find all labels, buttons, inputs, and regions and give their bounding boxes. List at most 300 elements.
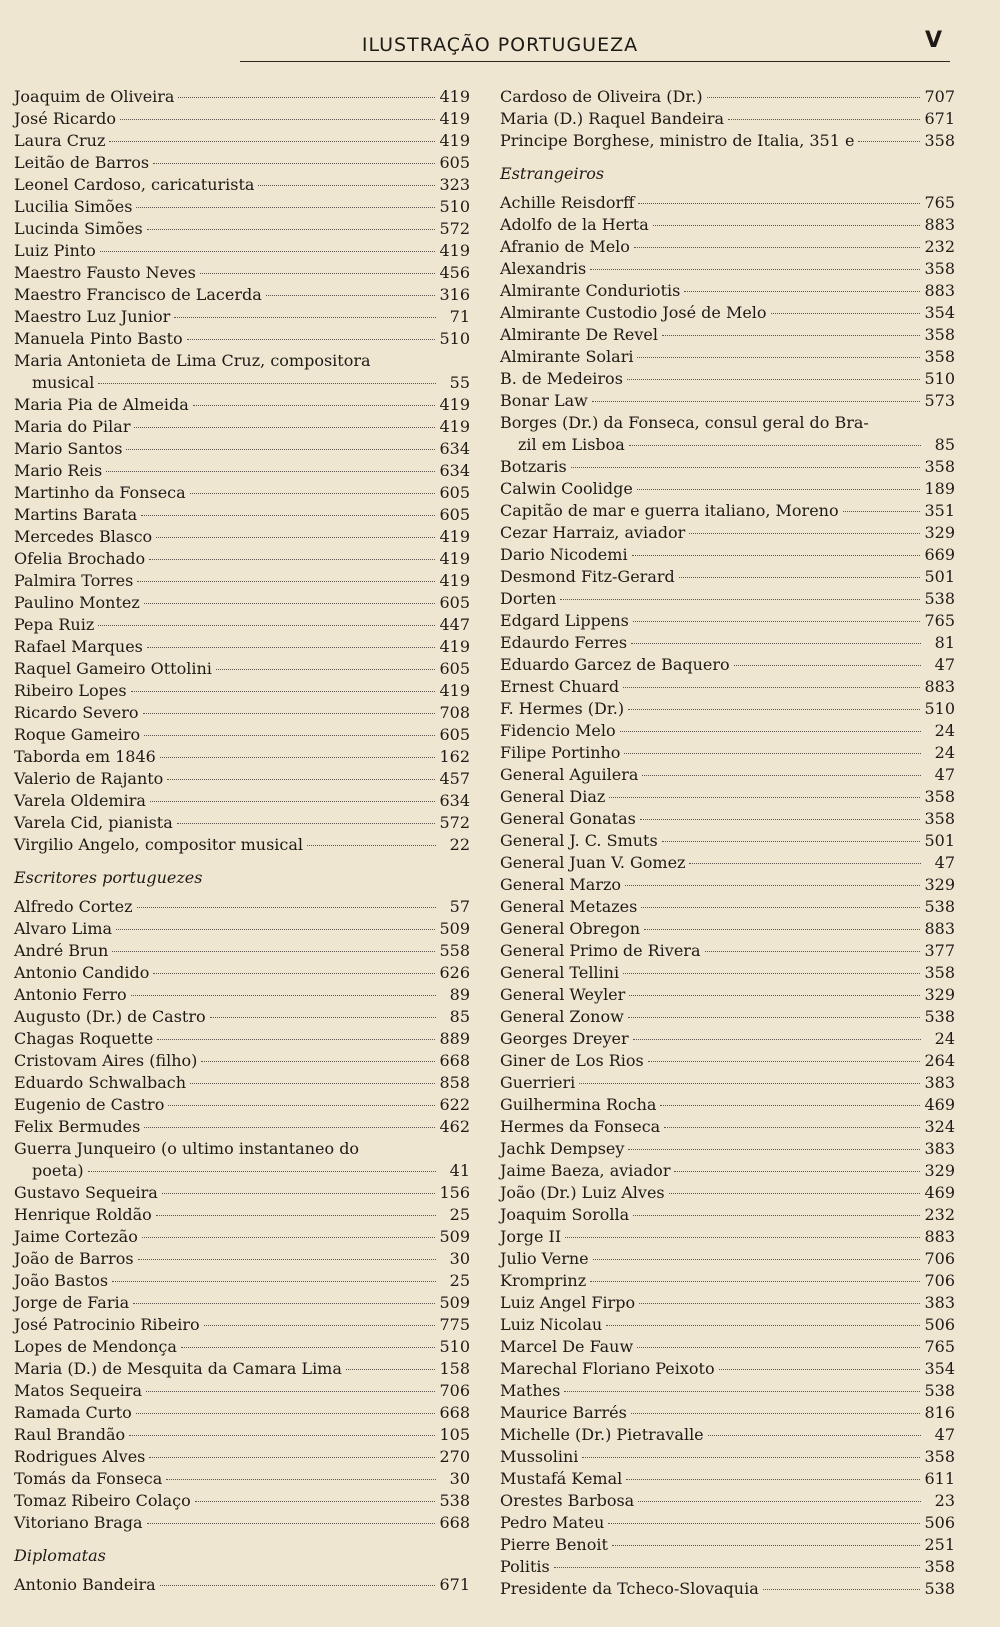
- index-entry: [500, 1160, 955, 1182]
- index-entry: [14, 1380, 470, 1402]
- entry-page: 329: [924, 523, 955, 542]
- entry-page: 354: [924, 1359, 955, 1378]
- dot-leader: [628, 709, 920, 710]
- index-entry: [14, 108, 470, 130]
- index-entry: [500, 130, 955, 152]
- dot-leader: [728, 119, 920, 120]
- dot-leader: [190, 1083, 435, 1084]
- index-entry: [14, 262, 470, 284]
- entry-page: 55: [449, 373, 470, 392]
- index-entry: [14, 768, 470, 790]
- index-entry: [14, 812, 470, 834]
- entry-name: Mercedes Blasco: [14, 527, 153, 546]
- index-entry: [500, 984, 955, 1006]
- page-header: [0, 28, 1000, 68]
- entry-page: 510: [439, 1337, 470, 1356]
- entry-name: Paulino Montez: [14, 593, 140, 612]
- index-entry: [14, 1226, 470, 1248]
- index-entry: [500, 1336, 955, 1358]
- entry-name: Lucilia Simões: [14, 197, 133, 216]
- index-list: [500, 456, 955, 1600]
- entry-name: Alexandris: [500, 259, 587, 278]
- entry-name: B. de Medeiros: [500, 369, 623, 388]
- entry-name: Almirante Conduriotis: [500, 281, 681, 300]
- dot-leader: [624, 753, 921, 754]
- entry-page: 358: [924, 1557, 955, 1576]
- dot-leader: [592, 401, 921, 402]
- entry-name: Mario Reis: [14, 461, 103, 480]
- index-entry: [500, 1578, 955, 1600]
- index-entry: [500, 1402, 955, 1424]
- index-entry: [14, 152, 470, 174]
- dot-leader: [638, 203, 920, 204]
- index-entry: [500, 1028, 955, 1050]
- entry-page: 251: [924, 1535, 955, 1554]
- index-entry: [500, 874, 955, 896]
- index-entry: [500, 214, 955, 236]
- entry-name: André Brun: [14, 941, 109, 960]
- entry-name: General Primo de Rivera: [500, 941, 701, 960]
- entry-name: Maria Pia de Almeida: [14, 395, 189, 414]
- dot-leader: [843, 511, 921, 512]
- index-entry: [500, 742, 955, 764]
- dot-leader: [177, 823, 436, 824]
- entry-name: Botzaris: [500, 457, 567, 476]
- index-entry: [14, 724, 470, 746]
- entry-page: 668: [439, 1051, 470, 1070]
- index-entry: [500, 86, 955, 108]
- entry-page: 47: [934, 1425, 955, 1444]
- dot-leader: [590, 269, 920, 270]
- entry-page: 419: [439, 637, 470, 656]
- index-entry: [14, 1490, 470, 1512]
- entry-name: Politis: [500, 1557, 550, 1576]
- index-entry: [14, 1248, 470, 1270]
- index-entry: [14, 746, 470, 768]
- dot-leader: [629, 995, 920, 996]
- entry-page: 232: [924, 1205, 955, 1224]
- entry-name: Felix Bermudes: [14, 1117, 141, 1136]
- entry-page: 329: [924, 1161, 955, 1180]
- entry-name: Varela Cid, pianista: [14, 813, 173, 832]
- index-entry: [14, 658, 470, 680]
- dot-leader: [612, 1545, 921, 1546]
- entry-name: General Obregon: [500, 919, 641, 938]
- entry-page: 383: [924, 1293, 955, 1312]
- entry-page: 605: [439, 483, 470, 502]
- entry-name: General Gonatas: [500, 809, 636, 828]
- index-entry: [500, 522, 955, 544]
- dot-leader: [633, 1215, 920, 1216]
- entry-name: Ribeiro Lopes: [14, 681, 127, 700]
- entry-page: 419: [439, 527, 470, 546]
- index-entry: [14, 570, 470, 592]
- dot-leader: [763, 1589, 921, 1590]
- entry-page: 419: [439, 549, 470, 568]
- index-entry: [500, 236, 955, 258]
- dot-leader: [590, 1281, 920, 1282]
- entry-name: Principe Borghese, ministro de Italia, 351 e: [500, 131, 855, 150]
- page-title: ILUSTRAÇÃO PORTUGUEZA: [361, 34, 639, 56]
- entry-page: 419: [439, 109, 470, 128]
- dot-leader: [593, 1259, 921, 1260]
- index-list: [14, 1182, 470, 1534]
- dot-leader: [144, 603, 436, 604]
- index-entry: [500, 456, 955, 478]
- dot-leader: [637, 357, 920, 358]
- dot-leader: [662, 841, 921, 842]
- dot-leader: [679, 577, 921, 578]
- entry-page: 158: [439, 1359, 470, 1378]
- dot-leader: [620, 731, 921, 732]
- dot-leader: [633, 621, 921, 622]
- index-entry: [14, 896, 470, 918]
- entry-name: Filipe Portinho: [500, 743, 621, 762]
- entry-name: Joaquim Sorolla: [500, 1205, 630, 1224]
- entry-page: 316: [439, 285, 470, 304]
- entry-name: Michelle (Dr.) Pietravalle: [500, 1425, 704, 1444]
- index-entry: [14, 592, 470, 614]
- entry-page: 24: [934, 721, 955, 740]
- entry-page: 25: [449, 1271, 470, 1290]
- index-entry: [14, 636, 470, 658]
- dot-leader: [660, 1105, 920, 1106]
- dot-leader: [669, 1193, 921, 1194]
- entry-page: 501: [924, 567, 955, 586]
- entry-name: F. Hermes (Dr.): [500, 699, 625, 718]
- entry-name: Luiz Nicolau: [500, 1315, 603, 1334]
- index-list: [14, 1574, 470, 1596]
- entry-page: 324: [924, 1117, 955, 1136]
- dot-leader: [142, 1237, 436, 1238]
- entry-page: 419: [439, 131, 470, 150]
- entry-name: Borges (Dr.) da Fonseca, consul geral do Bra-: [500, 413, 869, 432]
- entry-name: Cezar Harraiz, aviador: [500, 523, 686, 542]
- dot-leader: [134, 427, 435, 428]
- dot-leader: [639, 1303, 920, 1304]
- entry-name: Maestro Francisco de Lacerda: [14, 285, 262, 304]
- dot-leader: [606, 1325, 920, 1326]
- index-entry: [14, 394, 470, 416]
- index-entry: [14, 460, 470, 482]
- index-entry: [500, 1380, 955, 1402]
- entry-page: 23: [934, 1491, 955, 1510]
- entry-name: Marechal Floriano Peixoto: [500, 1359, 715, 1378]
- index-entry: [500, 390, 955, 412]
- entry-name: Bonar Law: [500, 391, 588, 410]
- dot-leader: [160, 1585, 436, 1586]
- entry-name: Cardoso de Oliveira (Dr.): [500, 87, 703, 106]
- entry-page: 456: [439, 263, 470, 282]
- entry-name: General Marzo: [500, 875, 622, 894]
- index-entry: [14, 240, 470, 262]
- entry-name: Capitão de mar e guerra italiano, Moreno: [500, 501, 839, 520]
- entry-page: 457: [439, 769, 470, 788]
- entry-page: 57: [449, 897, 470, 916]
- dot-leader: [181, 1347, 436, 1348]
- entry-page: 573: [924, 391, 955, 410]
- index-entry: [14, 1402, 470, 1424]
- entry-name: Alvaro Lima: [14, 919, 113, 938]
- entry-name: Hermes da Fonseca: [500, 1117, 661, 1136]
- dot-leader: [146, 1391, 435, 1392]
- index-entry: [500, 1006, 955, 1028]
- dot-leader: [719, 1369, 921, 1370]
- index-entry: [500, 1534, 955, 1556]
- entry-page: 622: [439, 1095, 470, 1114]
- dot-leader: [554, 1567, 921, 1568]
- index-entry: [14, 482, 470, 504]
- dot-leader: [684, 291, 920, 292]
- entry-name: Laura Cruz: [14, 131, 106, 150]
- entry-name: Jachk Dempsey: [500, 1139, 625, 1158]
- entry-page: 47: [934, 765, 955, 784]
- dot-leader: [137, 581, 435, 582]
- dot-leader: [689, 533, 920, 534]
- dot-leader: [147, 1523, 436, 1524]
- entry-name: Pierre Benoit: [500, 1535, 608, 1554]
- entry-name: Joaquim de Oliveira: [14, 87, 175, 106]
- index-entry: [500, 1050, 955, 1072]
- index-entry: [500, 1116, 955, 1138]
- index-entry: [500, 786, 955, 808]
- entry-name-continued: zil em Lisboa: [518, 435, 625, 454]
- index-entry: [14, 218, 470, 240]
- dot-leader: [628, 1149, 920, 1150]
- index-entry: [14, 438, 470, 460]
- index-entry: [14, 504, 470, 526]
- index-entry: [14, 834, 470, 856]
- entry-name-continued: poeta): [32, 1161, 84, 1180]
- entry-page: 605: [439, 659, 470, 678]
- entry-page: 25: [449, 1205, 470, 1224]
- entry-name: Guerra Junqueiro (o ultimo instantaneo do: [14, 1139, 360, 1158]
- dot-leader: [608, 1523, 920, 1524]
- entry-name: Jaime Baeza, aviador: [500, 1161, 671, 1180]
- index-entry: [500, 610, 955, 632]
- entry-page: 668: [439, 1403, 470, 1422]
- entry-name: Calwin Coolidge: [500, 479, 633, 498]
- entry-page: 706: [924, 1271, 955, 1290]
- entry-name: Roque Gameiro: [14, 725, 141, 744]
- index-entry: [500, 280, 955, 302]
- index-entry: [500, 1556, 955, 1578]
- index-entry: [500, 544, 955, 566]
- entry-name: Antonio Bandeira: [14, 1575, 156, 1594]
- index-entry: [500, 1446, 955, 1468]
- entry-name: General Diaz: [500, 787, 606, 806]
- entry-page: 419: [439, 241, 470, 260]
- index-entry: [14, 702, 470, 724]
- entry-name: Maria do Pilar: [14, 417, 131, 436]
- dot-leader: [642, 775, 921, 776]
- entry-page: 24: [934, 743, 955, 762]
- index-entry: [14, 1358, 470, 1380]
- index-entry: [500, 720, 955, 742]
- index-entry: [500, 1248, 955, 1270]
- index-entry: [14, 1468, 470, 1490]
- entry-page: 538: [924, 589, 955, 608]
- dot-leader: [174, 317, 436, 318]
- entry-name: Martinho da Fonseca: [14, 483, 186, 502]
- index-entry: [500, 962, 955, 984]
- dot-leader: [707, 97, 921, 98]
- index-entry: [500, 1512, 955, 1534]
- entry-name: Orestes Barbosa: [500, 1491, 635, 1510]
- index-entry: [14, 962, 470, 984]
- entry-page: 883: [924, 1227, 955, 1246]
- index-entry: [500, 1138, 955, 1160]
- entry-page: 775: [439, 1315, 470, 1334]
- dot-leader: [629, 445, 921, 446]
- entry-page: 329: [924, 875, 955, 894]
- index-entry: [500, 632, 955, 654]
- dot-leader: [126, 449, 435, 450]
- entry-page: 765: [924, 193, 955, 212]
- entry-name: Guilhermina Rocha: [500, 1095, 657, 1114]
- entry-name: Edgard Lippens: [500, 611, 629, 630]
- entry-page: 509: [439, 1293, 470, 1312]
- entry-name: Ricardo Severo: [14, 703, 139, 722]
- entry-page: 351: [924, 501, 955, 520]
- entry-page: 765: [924, 1337, 955, 1356]
- entry-name: Dorten: [500, 589, 557, 608]
- entry-page: 329: [924, 985, 955, 1004]
- entry-name: Almirante Solari: [500, 347, 634, 366]
- dot-leader: [689, 863, 921, 864]
- entry-page: 162: [439, 747, 470, 766]
- entry-page: 605: [439, 153, 470, 172]
- entry-name: José Ricardo: [14, 109, 116, 128]
- entry-name: Marcel De Fauw: [500, 1337, 634, 1356]
- dot-leader: [195, 1501, 436, 1502]
- entry-name: Pedro Mateu: [500, 1513, 605, 1532]
- index-list: [500, 86, 955, 152]
- entry-page: 883: [924, 677, 955, 696]
- index-entry: [500, 676, 955, 698]
- index-entry: [500, 1094, 955, 1116]
- index-entry: [500, 940, 955, 962]
- dot-leader: [258, 185, 435, 186]
- entry-name: Varela Oldemira: [14, 791, 146, 810]
- entry-name: Raul Brandão: [14, 1425, 126, 1444]
- entry-name: General Weyler: [500, 985, 626, 1004]
- index-entry: [500, 698, 955, 720]
- index-entry: [14, 940, 470, 962]
- entry-page: 509: [439, 919, 470, 938]
- entry-name: Rodrigues Alves: [14, 1447, 146, 1466]
- entry-name: Taborda em 1846: [14, 747, 156, 766]
- header-divider: [240, 61, 950, 62]
- index-list: [14, 86, 470, 350]
- entry-name: José Patrocinio Ribeiro: [14, 1315, 200, 1334]
- index-entry: [500, 1182, 955, 1204]
- entry-page: 41: [449, 1161, 470, 1180]
- dot-leader: [88, 1171, 436, 1172]
- index-entry: [14, 416, 470, 438]
- dot-leader: [662, 335, 920, 336]
- entry-page: 447: [439, 615, 470, 634]
- entry-name: Tomaz Ribeiro Colaço: [14, 1491, 191, 1510]
- index-entry: [500, 1424, 955, 1446]
- dot-leader: [147, 229, 436, 230]
- index-entry: [500, 808, 955, 830]
- entry-page: 816: [924, 1403, 955, 1422]
- entry-page: 47: [934, 853, 955, 872]
- entry-page: 671: [924, 109, 955, 128]
- dot-leader: [168, 1105, 435, 1106]
- entry-page: 611: [924, 1469, 955, 1488]
- entry-page: 509: [439, 1227, 470, 1246]
- entry-page: 626: [439, 963, 470, 982]
- entry-name: General Metazes: [500, 897, 638, 916]
- entry-page: 89: [449, 985, 470, 1004]
- index-entry: [14, 680, 470, 702]
- dot-leader: [771, 313, 921, 314]
- entry-page: 358: [924, 787, 955, 806]
- entry-name: Maria Antonieta de Lima Cruz, compositora: [14, 351, 371, 370]
- entry-name: Maria (D.) de Mesquita da Camara Lima: [14, 1359, 342, 1378]
- dot-leader: [644, 929, 920, 930]
- dot-leader: [674, 1171, 920, 1172]
- index-entry: [500, 1270, 955, 1292]
- index-entry: [500, 478, 955, 500]
- entry-page: 538: [439, 1491, 470, 1510]
- entry-name: General Tellini: [500, 963, 620, 982]
- dot-leader: [632, 555, 921, 556]
- entry-page: 538: [924, 897, 955, 916]
- entry-page: 354: [924, 303, 955, 322]
- index-entry: [500, 852, 955, 874]
- index-entry: [14, 1204, 470, 1226]
- entry-name: Tomás da Fonseca: [14, 1469, 163, 1488]
- index-entry: [14, 1050, 470, 1072]
- entry-name: Georges Dreyer: [500, 1029, 629, 1048]
- entry-page: 358: [924, 457, 955, 476]
- entry-page: 558: [439, 941, 470, 960]
- entry-name: Dario Nicodemi: [500, 545, 628, 564]
- index-entry: [14, 284, 470, 306]
- dot-leader: [858, 141, 920, 142]
- index-entry: [500, 500, 955, 522]
- index-entry: [500, 566, 955, 588]
- dot-leader: [193, 405, 436, 406]
- dot-leader: [136, 1413, 436, 1414]
- dot-leader: [157, 1039, 435, 1040]
- entry-page: 634: [439, 791, 470, 810]
- entry-page: 358: [924, 347, 955, 366]
- dot-leader: [565, 1237, 920, 1238]
- entry-name: Jorge II: [500, 1227, 562, 1246]
- dot-leader: [106, 471, 435, 472]
- index-entry: [14, 1094, 470, 1116]
- entry-page: 708: [439, 703, 470, 722]
- entry-name: Valerio de Rajanto: [14, 769, 164, 788]
- entry-page: 765: [924, 611, 955, 630]
- index-entry: [14, 1028, 470, 1050]
- entry-page: 270: [439, 1447, 470, 1466]
- dot-leader: [167, 779, 435, 780]
- dot-leader: [144, 735, 435, 736]
- entry-page: 669: [924, 545, 955, 564]
- dot-leader: [625, 885, 920, 886]
- entry-name: Maria (D.) Raquel Bandeira: [500, 109, 725, 128]
- entry-page: 605: [439, 593, 470, 612]
- index-entry: [14, 1006, 470, 1028]
- entry-name: Adolfo de la Herta: [500, 215, 649, 234]
- entry-name: Martins Barata: [14, 505, 138, 524]
- entry-name: Guerrieri: [500, 1073, 576, 1092]
